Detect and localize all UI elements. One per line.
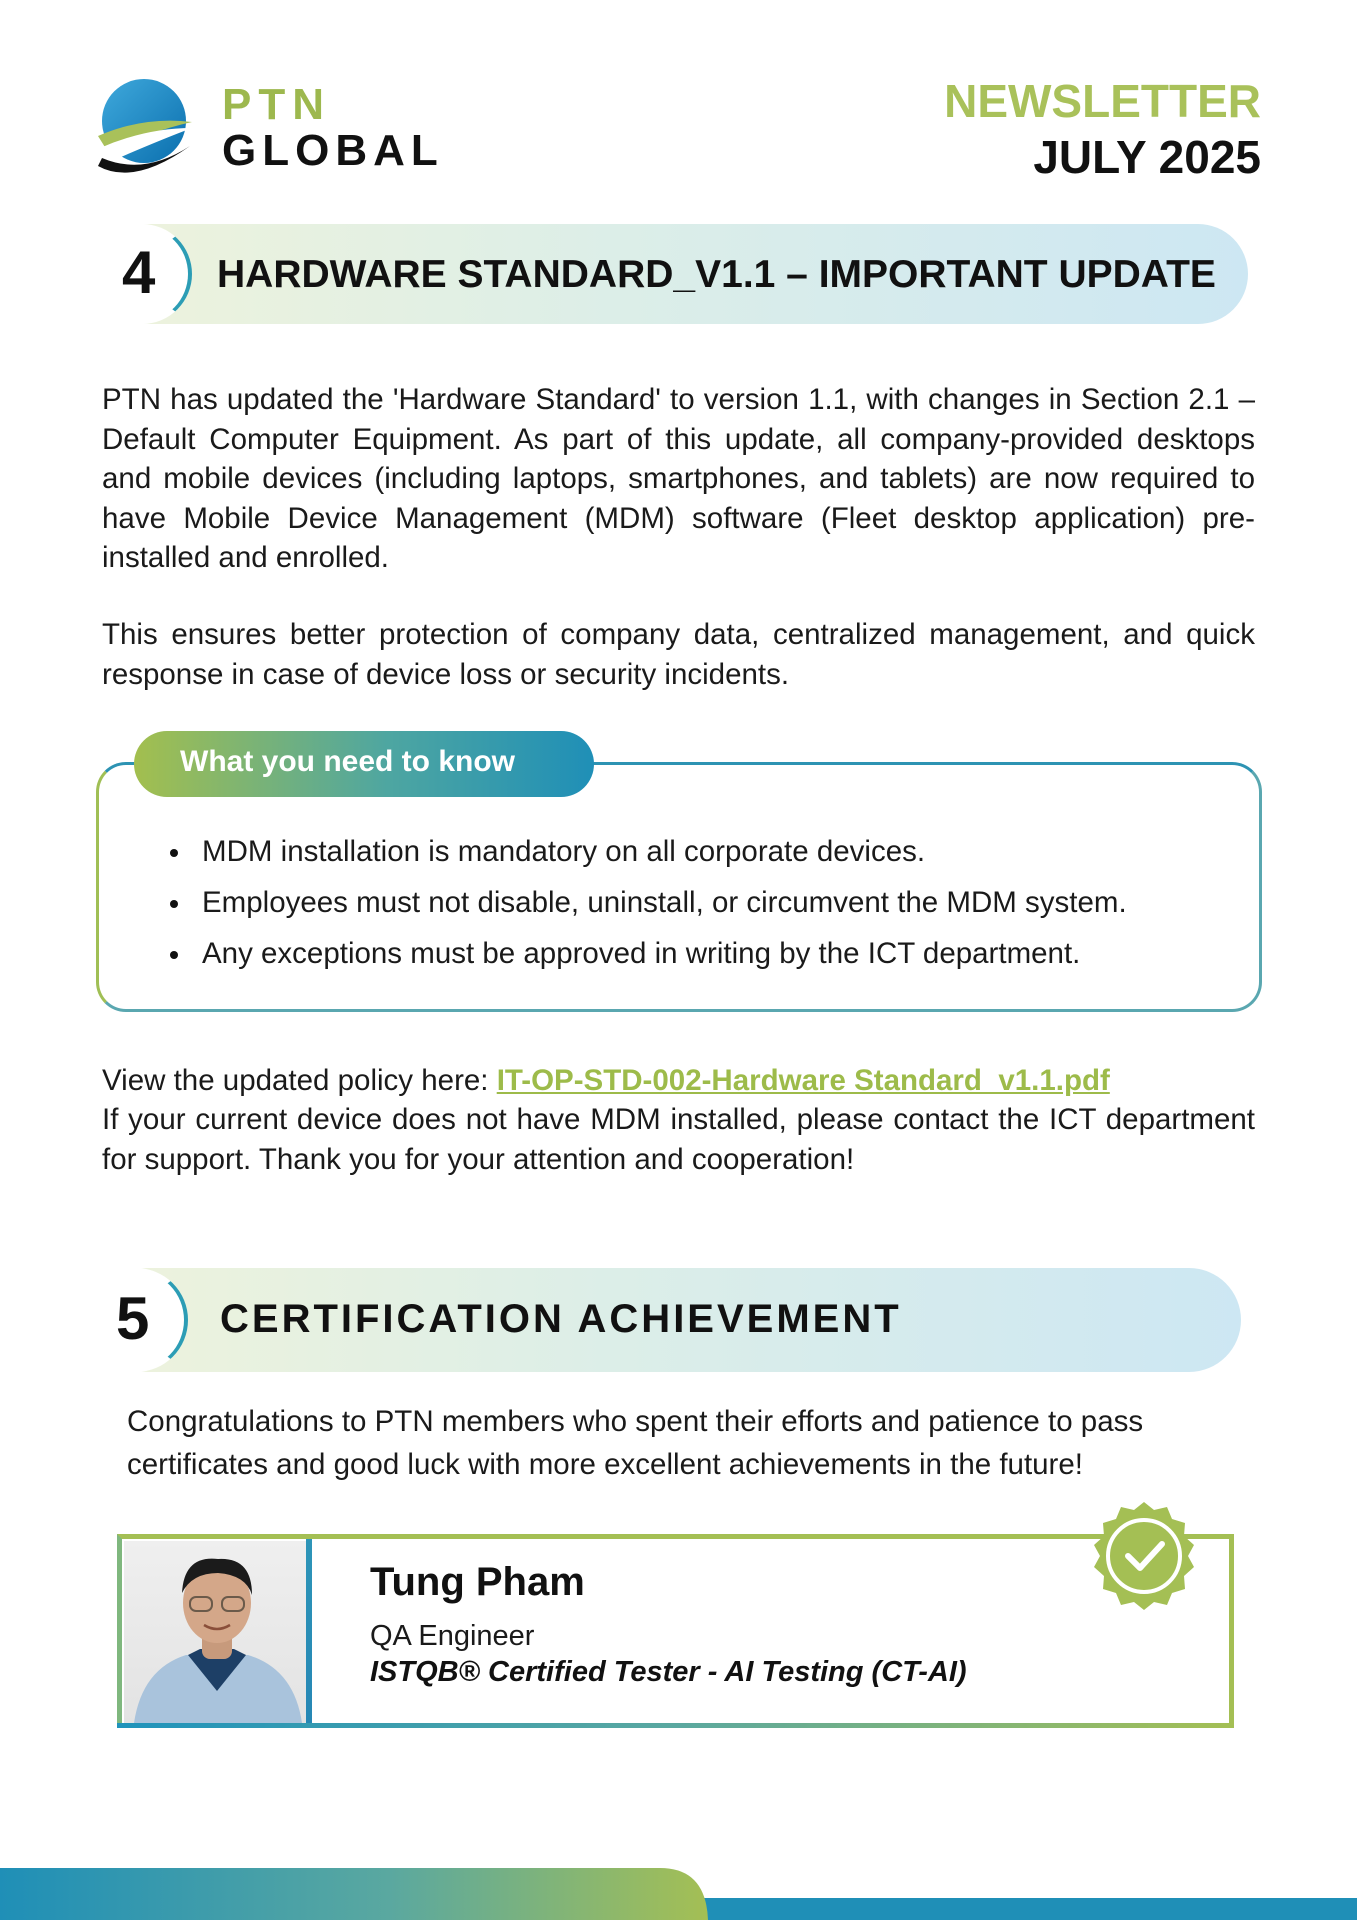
ptn-global-logo <box>94 76 444 186</box>
policy-link[interactable]: IT-OP-STD-002-Hardware Standard_v1.1.pdf <box>496 1064 1110 1097</box>
policy-prefix: View the updated policy here: <box>102 1064 497 1097</box>
issue-date: JULY 2025 <box>1033 131 1261 183</box>
member-credential: ISTQB® Certified Tester - AI Testing (CT-AI) <box>370 1656 967 1688</box>
section-4-paragraph-2: This ensures better protection of company data, centralized management, and quick response in case of device loss or security incidents. <box>102 618 1255 691</box>
member-name: Tung Pham <box>370 1560 585 1604</box>
section-5-number: 5 <box>116 1285 150 1352</box>
list-item: MDM installation is mandatory on all corporate devices. <box>160 826 1127 877</box>
list-item: Employees must not disable, uninstall, or circumvent the MDM system. <box>160 877 1127 928</box>
check-seal-icon <box>1084 1496 1204 1616</box>
know-title: What you need to know <box>180 745 515 778</box>
section-5-title: CERTIFICATION ACHIEVEMENT <box>220 1297 902 1341</box>
section-4-closing: If your current device does not have MDM installed, please contact the ICT department for support. Thank you for your attention and cooperation! <box>102 1103 1255 1176</box>
footer-bar <box>0 1868 1357 1920</box>
section-4-paragraph-1: PTN has updated the 'Hardware Standard' to version 1.1, with changes in Section 2.1 – Default Computer Equipment. As part of this update, all company-provided desktops and mobile devices (including laptops, smartphones, and tablets) are now required to have Mobile Device Management (MDM) software (Fleet desktop application) pre-installed and enrolled. <box>102 383 1255 574</box>
globe-logo-icon <box>94 76 204 186</box>
card-divider <box>306 1539 312 1723</box>
member-avatar-image <box>124 1541 310 1723</box>
member-photo <box>124 1541 310 1723</box>
section-5-intro: Congratulations to PTN members who spent their efforts and patience to pass certificates and good luck with more excellent achievements in the future! <box>127 1405 1144 1481</box>
newsletter-label: NEWSLETTER <box>944 75 1261 127</box>
policy-line <box>102 1061 1255 1101</box>
section-4-title: HARDWARE STANDARD_V1.1 – IMPORTANT UPDATE <box>217 253 1216 296</box>
logo-global-text: GLOBAL <box>222 126 444 175</box>
member-role: QA Engineer <box>370 1620 535 1652</box>
section-4-number: 4 <box>122 239 156 306</box>
list-item: Any exceptions must be approved in writing by the ICT department. <box>160 928 1127 979</box>
logo-ptn-text: PTN <box>222 80 331 129</box>
know-bullet-list <box>160 826 1127 979</box>
card-bottom-border <box>117 1723 1234 1728</box>
